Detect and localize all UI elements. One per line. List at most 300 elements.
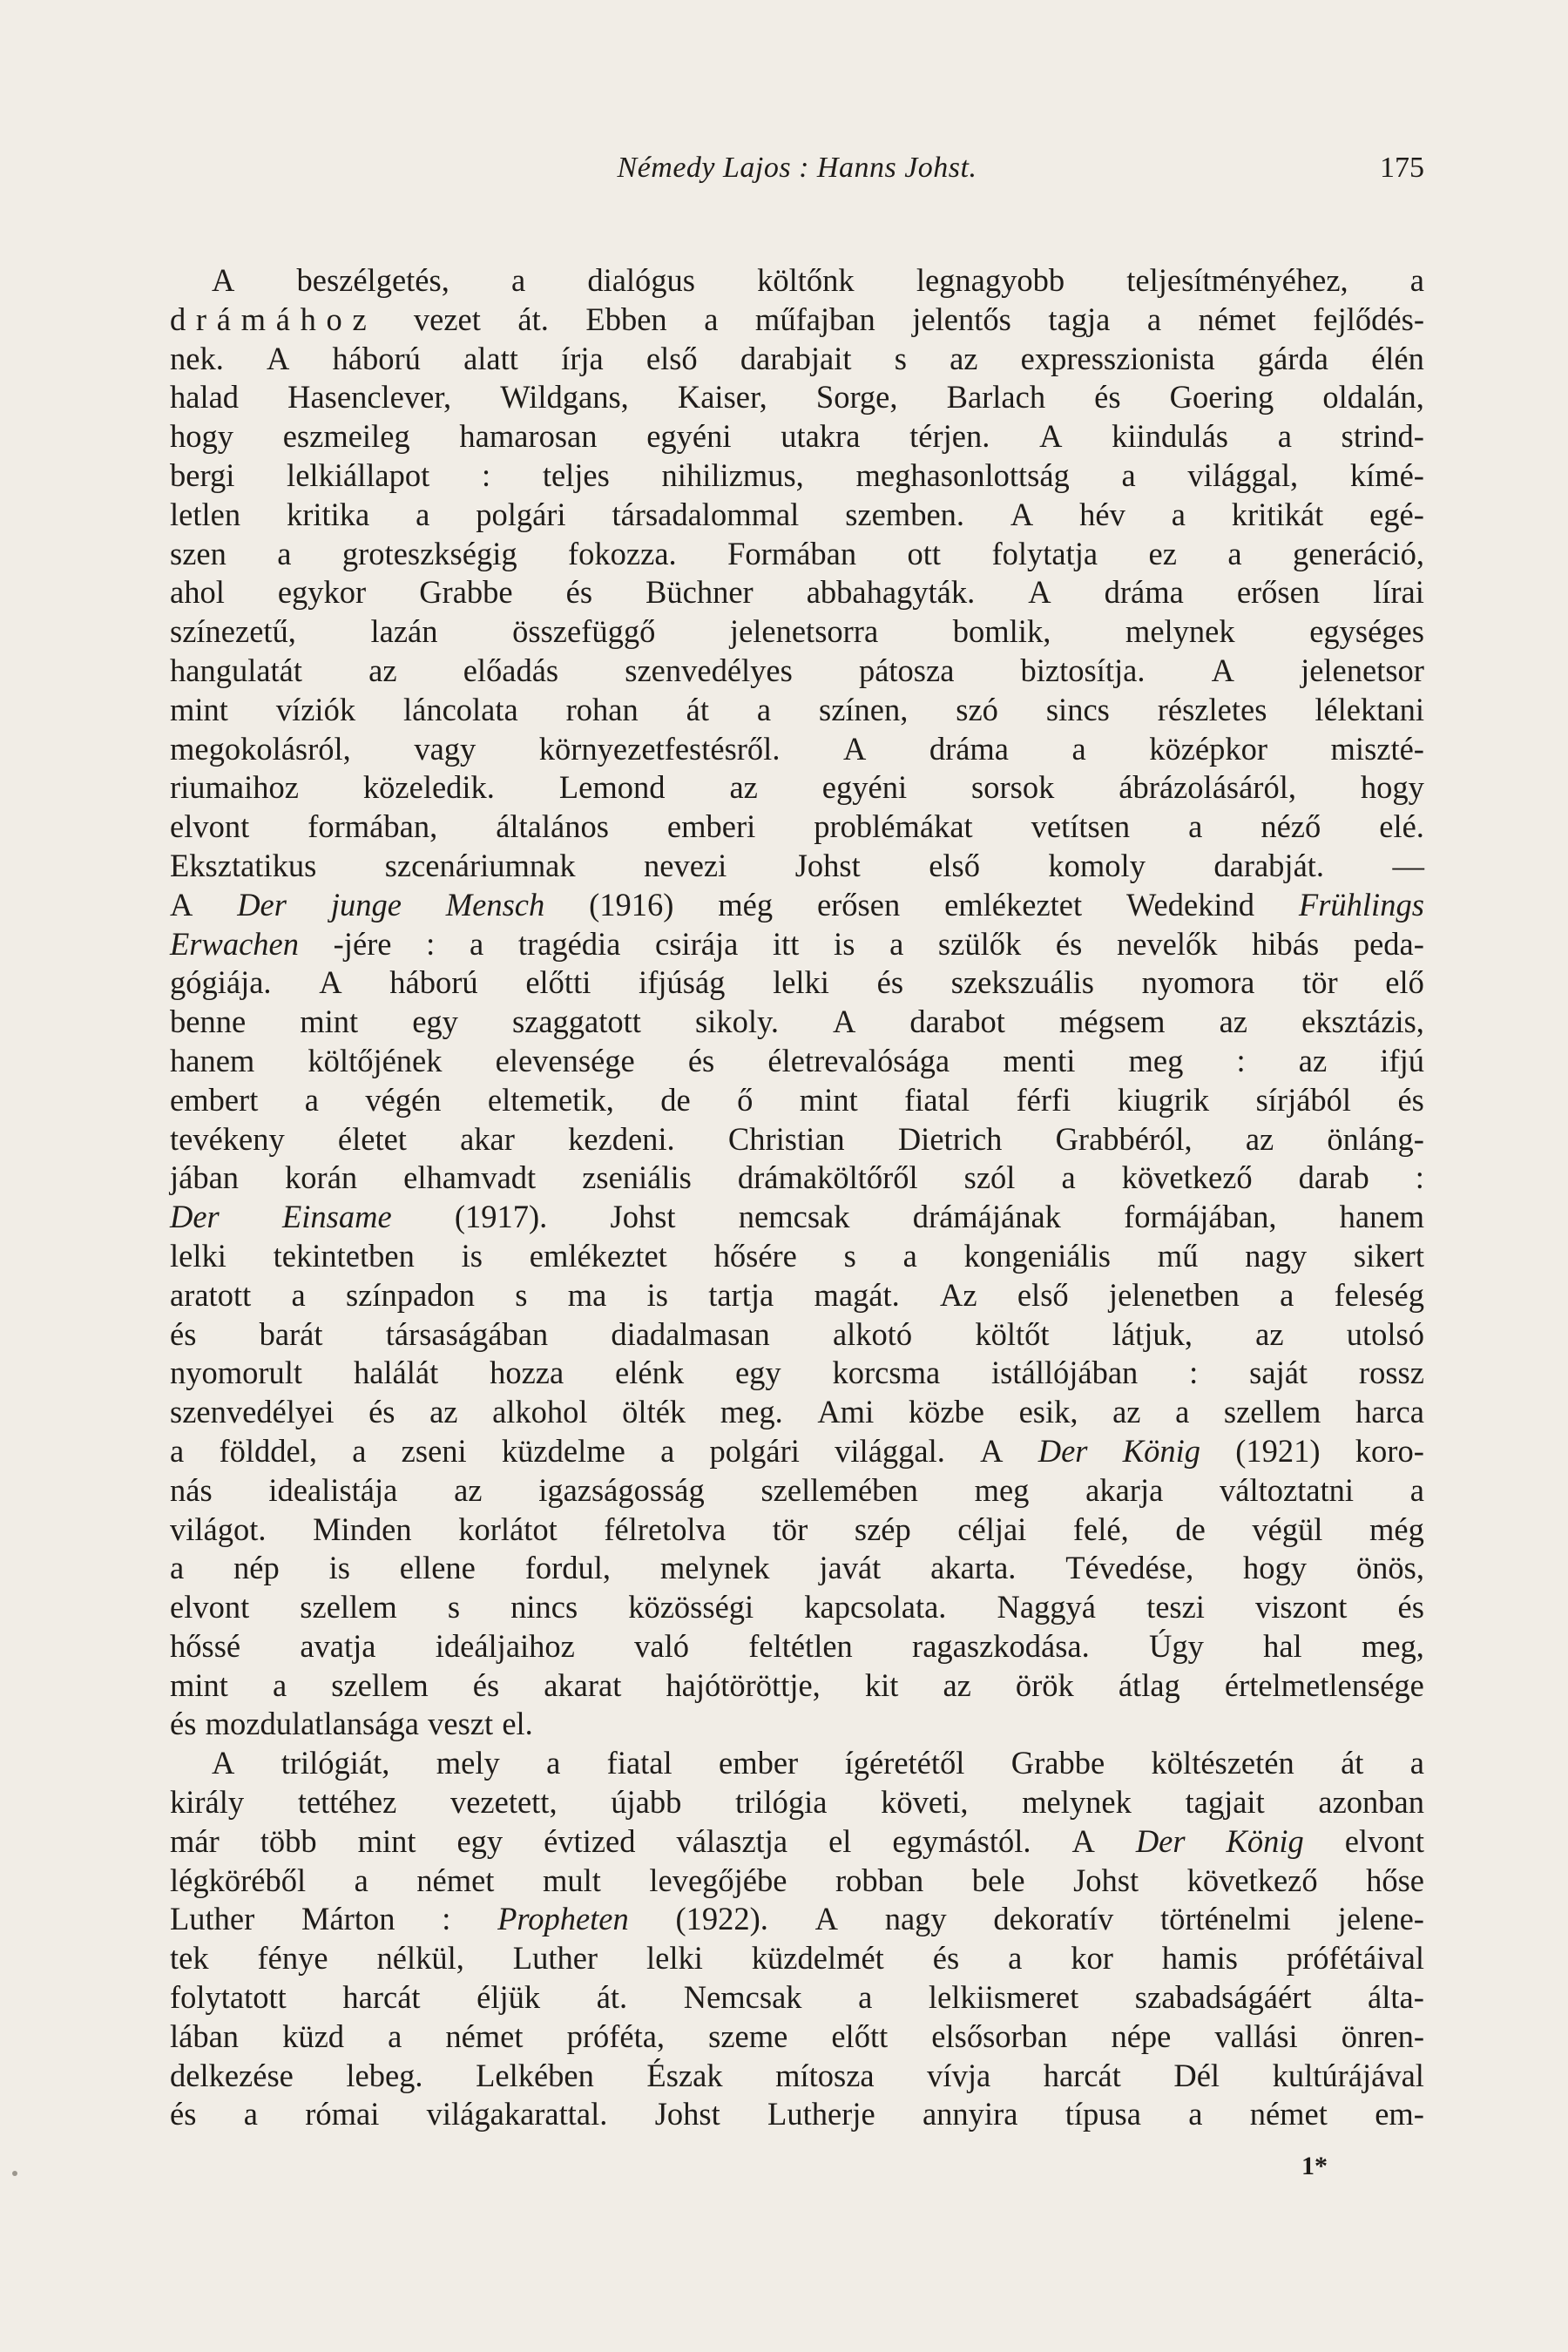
word: lelki — [773, 964, 829, 1001]
word: szó — [956, 691, 998, 727]
text-line — [170, 2017, 1424, 2057]
word: folytatja — [991, 535, 1098, 571]
word: elé. — [1379, 808, 1424, 845]
word: a — [1409, 1745, 1424, 1781]
word: szellemében — [760, 1471, 918, 1508]
word: meg. — [720, 1394, 783, 1430]
text-line — [170, 496, 1424, 535]
text-line — [170, 1081, 1424, 1120]
word: hév — [1079, 496, 1125, 532]
word: egyéni — [821, 769, 908, 806]
word: előadás — [463, 652, 559, 688]
word: önláng- — [1327, 1120, 1424, 1157]
word: König — [1226, 1822, 1304, 1859]
word: junge — [330, 886, 402, 923]
word: földdel, — [219, 1432, 317, 1469]
word: Észak — [646, 2057, 723, 2093]
word: igazságosság — [538, 1471, 705, 1508]
word: színezetű, — [170, 613, 296, 650]
word: polgári — [709, 1432, 800, 1469]
word: ellene — [399, 1550, 476, 1586]
word: formájában, — [1124, 1199, 1277, 1235]
word: abbahagyták. — [806, 574, 976, 611]
text-line — [170, 378, 1424, 417]
word: dialógus — [587, 262, 695, 298]
word: viszont — [1255, 1589, 1348, 1625]
word: Ebben — [585, 301, 667, 337]
word: sikoly. — [694, 1004, 779, 1040]
word: társadalommal — [612, 496, 800, 532]
word: gógiája. — [170, 964, 272, 1001]
word: Grabbéról, — [1055, 1120, 1193, 1157]
word: jelentős — [912, 301, 1011, 337]
word: szép — [854, 1511, 911, 1547]
signature-mark: 1* — [1301, 2152, 1328, 2180]
word: költészetén — [1151, 1745, 1294, 1781]
word: választja — [676, 1822, 788, 1859]
word: eszmeileg — [282, 418, 410, 455]
word: mozdulatlansága — [205, 1706, 419, 1742]
word: vezetett, — [449, 1784, 558, 1821]
word: lebeg. — [346, 2057, 423, 2093]
word: fejlődés- — [1313, 301, 1424, 337]
word: szabadságáért — [1134, 1979, 1312, 2016]
word: elénk — [615, 1355, 685, 1391]
word: egységes — [1309, 613, 1424, 650]
word: bomlik, — [952, 613, 1051, 650]
text-line — [170, 1900, 1424, 1939]
word: meg, — [1361, 1627, 1424, 1664]
word: menti — [1003, 1042, 1076, 1078]
word: korcsma — [832, 1355, 941, 1391]
word: König — [1122, 1432, 1200, 1469]
paper-speck — [12, 2171, 17, 2176]
word: végül — [1252, 1511, 1323, 1547]
word: lélektani — [1315, 691, 1424, 727]
word: s — [515, 1276, 528, 1313]
word: a — [354, 1862, 368, 1898]
word: vetítsen — [1031, 808, 1131, 845]
word: javát — [819, 1550, 882, 1586]
word: folytatott — [170, 1979, 287, 2016]
word: mely — [436, 1745, 500, 1781]
word: emlékeztet — [529, 1237, 667, 1274]
word: Propheten — [497, 1901, 629, 1937]
text-line — [170, 1432, 1424, 1471]
word: általános — [496, 808, 609, 845]
word: A — [1010, 496, 1034, 532]
word: a — [858, 1979, 873, 2016]
word: előtt — [831, 2017, 889, 2054]
word: akarat — [544, 1666, 622, 1703]
page-number: 175 — [1380, 152, 1424, 184]
text-line — [170, 340, 1424, 379]
word: világgal, — [1187, 456, 1299, 493]
text-line — [170, 963, 1424, 1003]
word: hősére — [713, 1237, 797, 1274]
word: ragaszkodása. — [912, 1627, 1090, 1664]
word: erősen — [816, 886, 901, 923]
word: s — [843, 1237, 856, 1274]
word: kezdeni. — [568, 1120, 675, 1157]
word: ma — [567, 1276, 607, 1313]
word: feleség — [1334, 1276, 1424, 1313]
word: teljesítményéhez, — [1126, 262, 1348, 298]
word: nevezi — [644, 847, 727, 883]
word: szenvedélyei — [170, 1394, 335, 1430]
word: alatt — [463, 340, 518, 376]
word: harcát — [1043, 2057, 1121, 2093]
word: hőssé — [170, 1627, 241, 1664]
word: a — [170, 1432, 185, 1469]
word: tek — [170, 1940, 209, 1977]
word: szülők — [937, 925, 1022, 962]
word: rossz — [1358, 1355, 1424, 1391]
word: egy — [734, 1355, 781, 1391]
word: gárda — [1257, 340, 1328, 376]
word: drámaköltőről — [737, 1159, 918, 1196]
word: zseniális — [582, 1159, 692, 1196]
word: A — [1039, 418, 1063, 455]
word: lazán — [370, 613, 438, 650]
word: Johst — [610, 1199, 676, 1235]
word: a — [902, 1237, 917, 1274]
word: a — [546, 1745, 561, 1781]
word: vívja — [927, 2057, 991, 2093]
word: és — [565, 574, 593, 611]
word: típusa — [1064, 2096, 1141, 2132]
word: Dietrich — [897, 1120, 1003, 1157]
word: és — [472, 1666, 500, 1703]
word: peda- — [1353, 925, 1424, 962]
word: darabot — [909, 1004, 1005, 1040]
word: német — [1198, 301, 1276, 337]
word: melynek — [659, 1550, 770, 1586]
running-header — [170, 148, 1424, 188]
word: kor — [1071, 1940, 1113, 1977]
word: ott — [907, 535, 942, 571]
word: de — [660, 1081, 691, 1118]
word: generáció, — [1292, 535, 1424, 571]
text-line — [170, 1198, 1424, 1237]
word: Der — [170, 1199, 220, 1235]
word: bergi — [170, 456, 235, 493]
text-line — [170, 535, 1424, 574]
word: társaságában — [385, 1315, 549, 1352]
word: a — [304, 1081, 319, 1118]
word: : — [1189, 1355, 1199, 1391]
word: következő — [1121, 1159, 1253, 1196]
word: a — [1071, 730, 1086, 767]
word: : — [426, 925, 436, 962]
word: szellem — [300, 1589, 397, 1625]
word: több — [260, 1822, 317, 1859]
word: letlen — [170, 496, 241, 532]
word: világgal. — [835, 1432, 945, 1469]
word: műfajban — [754, 301, 875, 337]
word: A — [1211, 652, 1234, 688]
word: hanem — [170, 1042, 255, 1078]
word: elvont — [170, 1589, 250, 1625]
word: az — [950, 340, 978, 376]
text-line — [170, 1744, 1424, 1783]
word: mint — [170, 691, 228, 727]
word: s — [447, 1589, 461, 1625]
word: Lemond — [558, 769, 666, 806]
word: színen, — [819, 691, 909, 727]
word: ígéretétől — [844, 1745, 965, 1781]
word: szeme — [708, 2017, 788, 2054]
word: A — [814, 1901, 838, 1937]
word: Wedekind — [1125, 886, 1255, 923]
text-line — [170, 808, 1424, 847]
word: német — [416, 1862, 495, 1898]
word: feltétlen — [748, 1627, 853, 1664]
word: történelmi — [1159, 1901, 1291, 1937]
word: nagy — [884, 1901, 947, 1937]
word: kritika — [286, 496, 370, 532]
word: utakra — [781, 418, 861, 455]
word: kímé- — [1349, 456, 1424, 493]
word: látjuk, — [1112, 1315, 1193, 1352]
word: meghasonlottság — [855, 456, 1070, 493]
word: víziók — [275, 691, 356, 727]
word: fordul, — [524, 1550, 612, 1586]
text-line — [170, 1354, 1424, 1393]
word: felé, — [1072, 1511, 1129, 1547]
word: szcenáriumnak — [384, 847, 576, 883]
word: lelkiállapot — [287, 456, 430, 493]
word: küzdelmét — [751, 1940, 884, 1977]
word: benne — [170, 1004, 247, 1040]
word: : — [1415, 1159, 1424, 1196]
word: pátosza — [858, 652, 955, 688]
word: el — [828, 1822, 852, 1859]
word: élén — [1371, 340, 1424, 376]
word: kiugrik — [1117, 1081, 1210, 1118]
word: beszélgetés, — [296, 262, 449, 298]
word: ábrázolásáról, — [1119, 769, 1296, 806]
word: hanem — [1339, 1199, 1424, 1235]
word: hogy — [170, 418, 233, 455]
word: s — [894, 340, 907, 376]
word: halálát — [353, 1355, 439, 1391]
text-line — [170, 2057, 1424, 2096]
word: nép — [233, 1550, 280, 1586]
word: mult — [542, 1862, 601, 1898]
word: a — [1409, 262, 1424, 298]
word: elsősorban — [931, 2017, 1068, 2054]
word: néző — [1260, 808, 1321, 845]
word: német — [445, 2017, 524, 2054]
word: prófétáival — [1286, 1940, 1424, 1977]
word: szellem — [331, 1666, 429, 1703]
word: mint — [357, 1822, 416, 1859]
word: német — [1249, 2096, 1328, 2132]
word: delkezése — [170, 2057, 294, 2093]
word: át — [686, 691, 709, 727]
word: Márton — [301, 1901, 395, 1937]
word: Mensch — [445, 886, 545, 923]
word: — — [1392, 847, 1424, 883]
word: tevékeny — [170, 1120, 285, 1157]
word: Minden — [313, 1511, 412, 1547]
word: jelenetsorra — [729, 613, 879, 650]
word: nemcsak — [738, 1199, 850, 1235]
word: Eksztatikus — [170, 847, 317, 883]
word: sikert — [1353, 1237, 1424, 1274]
word: írja — [561, 340, 604, 376]
word: következő — [1186, 1862, 1318, 1898]
word: drámához — [170, 301, 377, 337]
word: lelki — [170, 1237, 226, 1274]
word: a — [352, 1432, 367, 1469]
text-line — [170, 1549, 1424, 1588]
word: nincs — [510, 1589, 578, 1625]
text-line — [170, 1315, 1424, 1355]
word: át. — [517, 301, 549, 337]
word: előtti — [525, 964, 591, 1001]
word: a — [704, 301, 719, 337]
text-line — [170, 1237, 1424, 1276]
word: egymástól. — [892, 1822, 1031, 1859]
word: légköréből — [170, 1862, 307, 1898]
word: rohan — [565, 691, 639, 727]
word: (1921) — [1235, 1432, 1321, 1469]
word: melynek — [1125, 613, 1235, 650]
word: strind- — [1341, 418, 1424, 455]
text-line — [170, 301, 1424, 340]
word: első — [929, 847, 980, 883]
word: a — [1227, 535, 1242, 571]
word: utolsó — [1346, 1315, 1424, 1352]
word: Az — [940, 1276, 977, 1313]
word: Der — [237, 886, 287, 923]
word: és — [687, 1042, 715, 1078]
word: veszt — [428, 1706, 494, 1742]
word: Frühlings — [1298, 886, 1424, 923]
word: darab — [1298, 1159, 1369, 1196]
word: Johst — [794, 847, 861, 883]
word: melynek — [1022, 1784, 1132, 1821]
word: jelenetben — [1108, 1276, 1240, 1313]
word: egyéni — [646, 418, 732, 455]
text-line — [170, 573, 1424, 612]
word: egy — [412, 1004, 458, 1040]
text-line — [170, 1939, 1424, 1978]
word: elvont — [1344, 1822, 1424, 1859]
word: költőjének — [308, 1042, 443, 1078]
text-line — [170, 1978, 1424, 2017]
word: Der — [1037, 1432, 1088, 1469]
word: nagy — [1245, 1237, 1308, 1274]
text-line — [170, 261, 1424, 301]
word: szen — [170, 535, 226, 571]
word: emlékeztet — [944, 886, 1083, 923]
word: Grabbe — [419, 574, 513, 611]
word: és — [932, 1940, 960, 1977]
word: A — [980, 1432, 1004, 1469]
text-line — [170, 886, 1424, 925]
word: félretolva — [604, 1511, 727, 1547]
word: A — [833, 1004, 856, 1040]
word: (1922). — [675, 1901, 768, 1937]
word: nyomora — [1141, 964, 1255, 1001]
word: csirája — [655, 925, 739, 962]
word: életrevalósága — [767, 1042, 950, 1078]
word: álta- — [1368, 1979, 1424, 2016]
word: szenvedélyes — [625, 652, 793, 688]
word: Johst — [654, 2096, 720, 2132]
text-line — [170, 2095, 1424, 2134]
text-line — [170, 1588, 1424, 1627]
word: Kaiser, — [677, 379, 767, 416]
word: tagja — [1048, 301, 1111, 337]
word: vallási — [1214, 2017, 1298, 2054]
word: térjen. — [909, 418, 990, 455]
word: a — [469, 925, 484, 962]
word: értelmetlensége — [1224, 1666, 1424, 1703]
word: az — [943, 1666, 971, 1703]
word: -jére — [333, 925, 392, 962]
word: Lelkében — [476, 2057, 594, 2093]
word: a — [1171, 496, 1186, 532]
word: levegőjébe — [649, 1862, 787, 1898]
word: elő — [1385, 964, 1424, 1001]
word: Formában — [727, 535, 857, 571]
word: és — [1094, 379, 1121, 416]
word: mű — [1157, 1237, 1199, 1274]
word: hangulatát — [170, 652, 303, 688]
word: a — [1146, 301, 1162, 337]
word: háború — [332, 340, 421, 376]
word: kultúrájával — [1272, 2057, 1424, 2093]
word: küzdelme — [501, 1432, 625, 1469]
word: önren- — [1341, 2017, 1424, 2054]
word: A — [212, 1745, 235, 1781]
word: az — [1219, 1004, 1248, 1040]
word: küzd — [282, 2017, 345, 2054]
word: esik, — [1018, 1394, 1078, 1430]
word: világakarattal. — [426, 2096, 608, 2132]
text-line — [170, 1393, 1424, 1432]
word: de — [1175, 1511, 1206, 1547]
word: darabját. — [1213, 847, 1325, 883]
word: a — [1175, 1394, 1190, 1430]
word: Tévedése, — [1065, 1550, 1194, 1586]
word: is — [461, 1237, 483, 1274]
text-line — [170, 691, 1424, 730]
word: lában — [170, 2017, 240, 2054]
word: A — [1071, 1822, 1095, 1859]
word: már — [170, 1822, 220, 1859]
word: láncolata — [402, 691, 518, 727]
word: korlátot — [458, 1511, 558, 1547]
word: fokozza. — [568, 535, 677, 571]
word: a — [170, 1550, 185, 1586]
word: bele — [971, 1862, 1025, 1898]
word: tragédia — [517, 925, 621, 962]
word: ifjúság — [639, 964, 726, 1001]
word: akarja — [1085, 1471, 1164, 1508]
running-title: Némedy Lajos : Hanns Johst. — [617, 152, 977, 184]
word: Wildgans, — [500, 379, 629, 416]
word: örök — [1015, 1666, 1074, 1703]
word: mégsem — [1058, 1004, 1166, 1040]
word: istállójában — [991, 1355, 1139, 1391]
word: nélkül, — [376, 1940, 464, 1977]
text-line — [170, 1666, 1424, 1706]
